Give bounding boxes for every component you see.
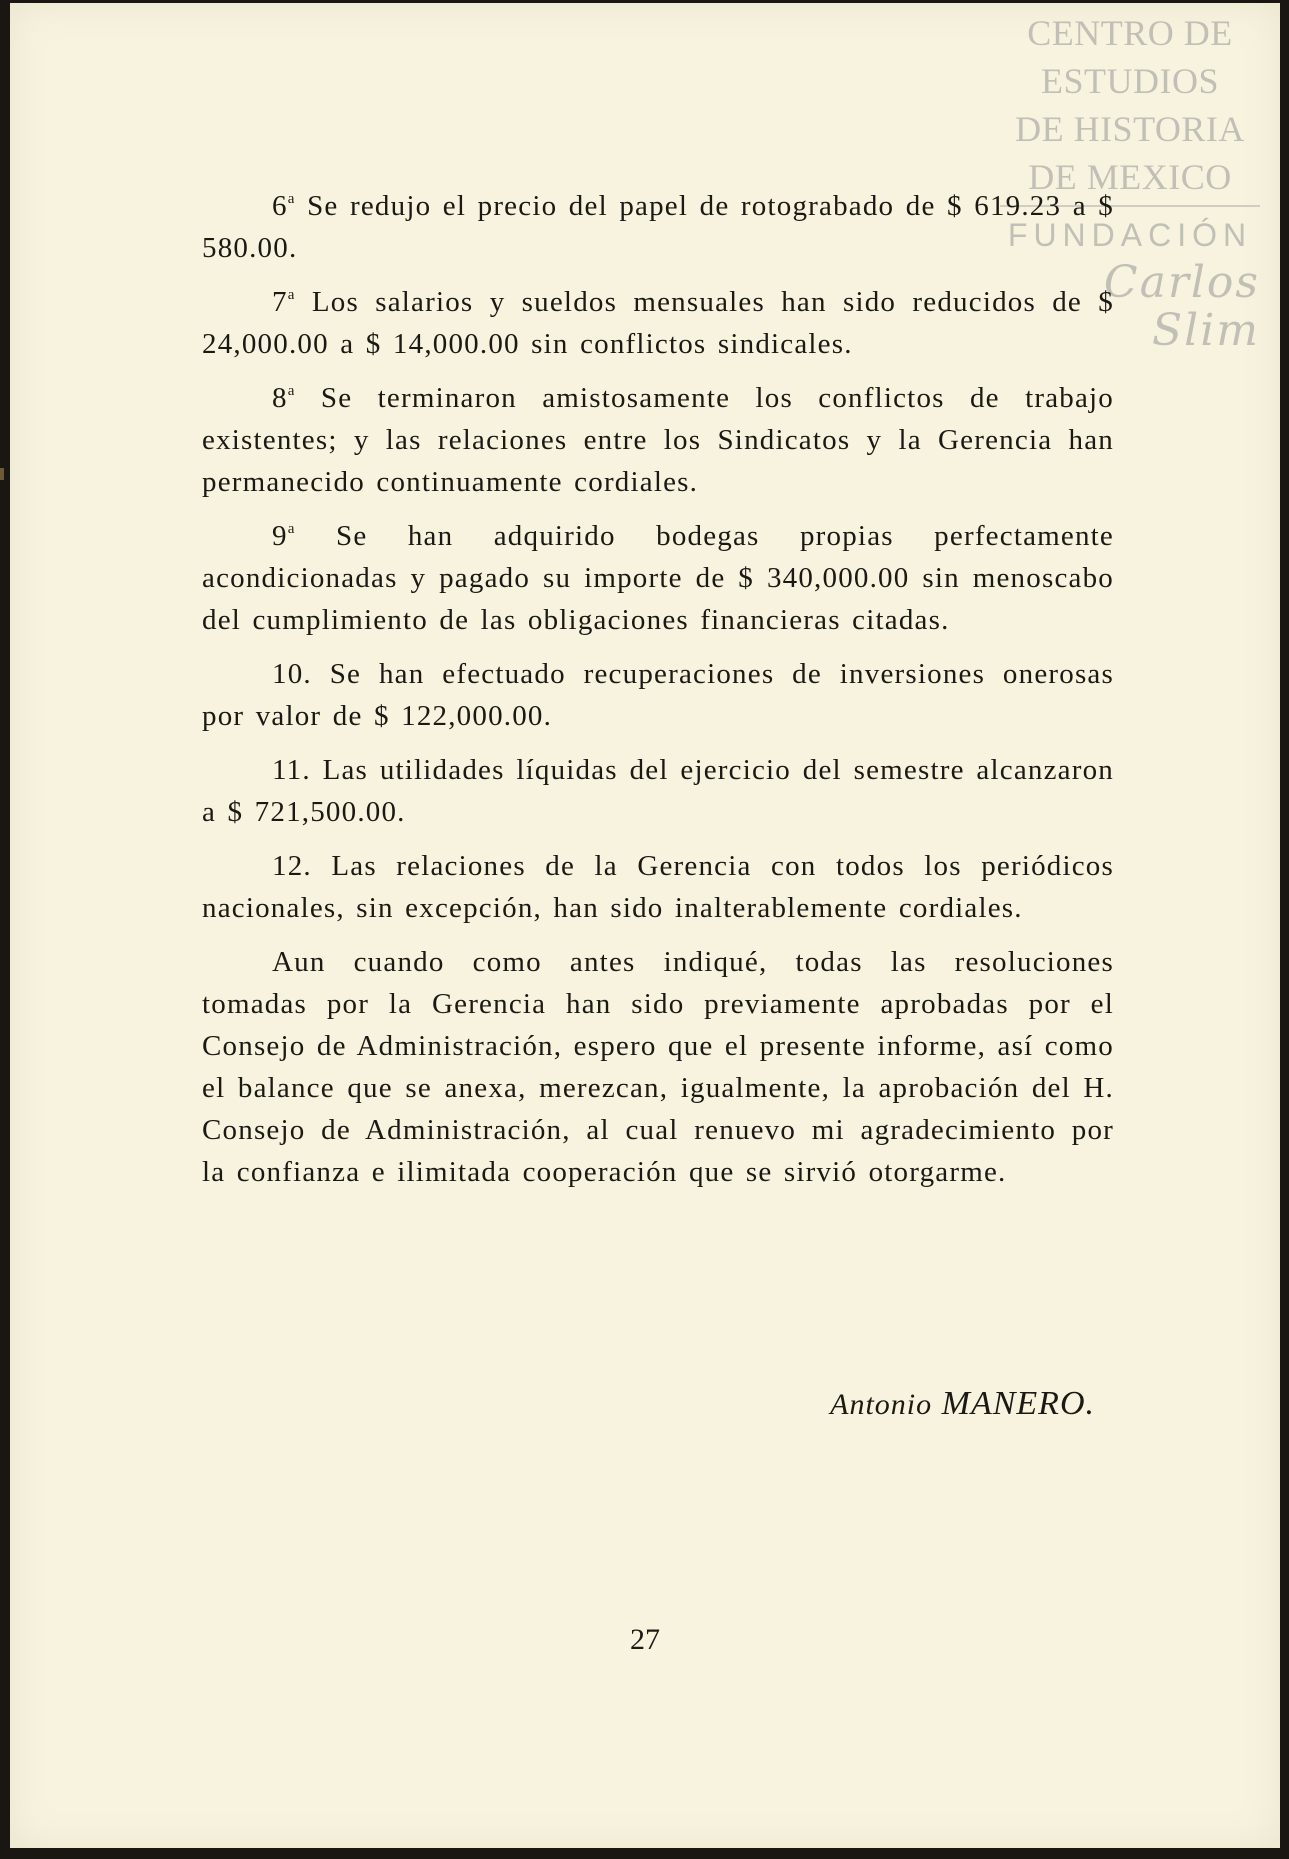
signature-last-name: MANERO.	[941, 1385, 1095, 1422]
body-text	[202, 185, 1114, 1205]
paragraph-text: Se terminaron amistosamente los conflictos de trabajo existentes; y las relaciones entre los Sindicatos y la Gerencia han permanecido continuamente cordiales.	[202, 382, 1114, 498]
ordinal-superscript: a	[287, 383, 296, 399]
watermark-signature: Carlos Slim	[1103, 257, 1260, 356]
paragraph-item-7	[202, 281, 1114, 365]
closing-paragraph	[202, 941, 1114, 1193]
paragraph-ordinal: 6	[272, 190, 288, 222]
watermark-line: ESTUDIOS	[1040, 61, 1219, 101]
paragraph-item-12	[202, 845, 1114, 929]
page-number: 27	[630, 1623, 660, 1656]
watermark-foundation: FUNDACIÓN	[1000, 205, 1260, 259]
ordinal-superscript: a	[287, 191, 296, 207]
paragraph-text: Las utilidades líquidas del ejercicio del semestre alcanzaron a $ 721,500.00.	[202, 754, 1114, 828]
paragraph-item-10	[202, 653, 1114, 737]
paragraph-ordinal: 10.	[272, 658, 312, 690]
paragraph-text: Se han efectuado recuperaciones de inversiones onerosas por valor de $ 122,000.00.	[202, 658, 1114, 732]
paragraph-text: Los salarios y sueldos mensuales han sido reducidos de $ 24,000.00 a $ 14,000.00 sin conflictos sindicales.	[202, 286, 1114, 360]
paragraph-text: Aun cuando como antes indiqué, todas las resoluciones tomadas por la Gerencia han sido previamente aprobadas por el Consejo de Administración, espero que el presente informe, así como el balance que se anexa, merezcan, igualmente, la aprobación del H. Consejo de Administración, al cual renuevo mi agradecimiento por la confianza e ilimitada cooperación que se sirvió otorgarme.	[202, 946, 1114, 1188]
paragraph-item-6	[202, 185, 1114, 269]
paragraph-ordinal: 9	[272, 520, 288, 552]
ordinal-superscript: a	[287, 287, 296, 303]
signature	[830, 1385, 1095, 1423]
paragraph-ordinal: 7	[272, 286, 288, 318]
watermark-line: DE MEXICO	[1028, 157, 1232, 197]
ordinal-superscript: a	[287, 521, 296, 537]
signature-first-name: Antonio	[830, 1388, 933, 1421]
paragraph-item-11	[202, 749, 1114, 833]
paragraph-ordinal: 8	[272, 382, 288, 414]
binding-mark	[0, 468, 4, 480]
paragraph-text: Se han adquirido bodegas propias perfectamente acondicionadas y pagado su importe de $ 340,000.00 sin menoscabo del cumplimiento de las obligaciones financieras citadas.	[202, 520, 1114, 636]
paragraph-text: Se redujo el precio del papel de rotograbado de $ 619.23 a $ 580.00.	[202, 190, 1114, 264]
paragraph-item-8	[202, 377, 1114, 503]
watermark-line: DE HISTORIA	[1015, 109, 1245, 149]
paragraph-text: Las relaciones de la Gerencia con todos los periódicos nacionales, sin excepción, han sido inalterablemente cordiales.	[202, 850, 1114, 924]
paragraph-ordinal: 11.	[272, 754, 311, 786]
document-page	[10, 3, 1280, 1848]
watermark-line: CENTRO DE	[1027, 13, 1233, 53]
paragraph-item-9	[202, 515, 1114, 641]
paragraph-ordinal: 12.	[272, 850, 312, 882]
